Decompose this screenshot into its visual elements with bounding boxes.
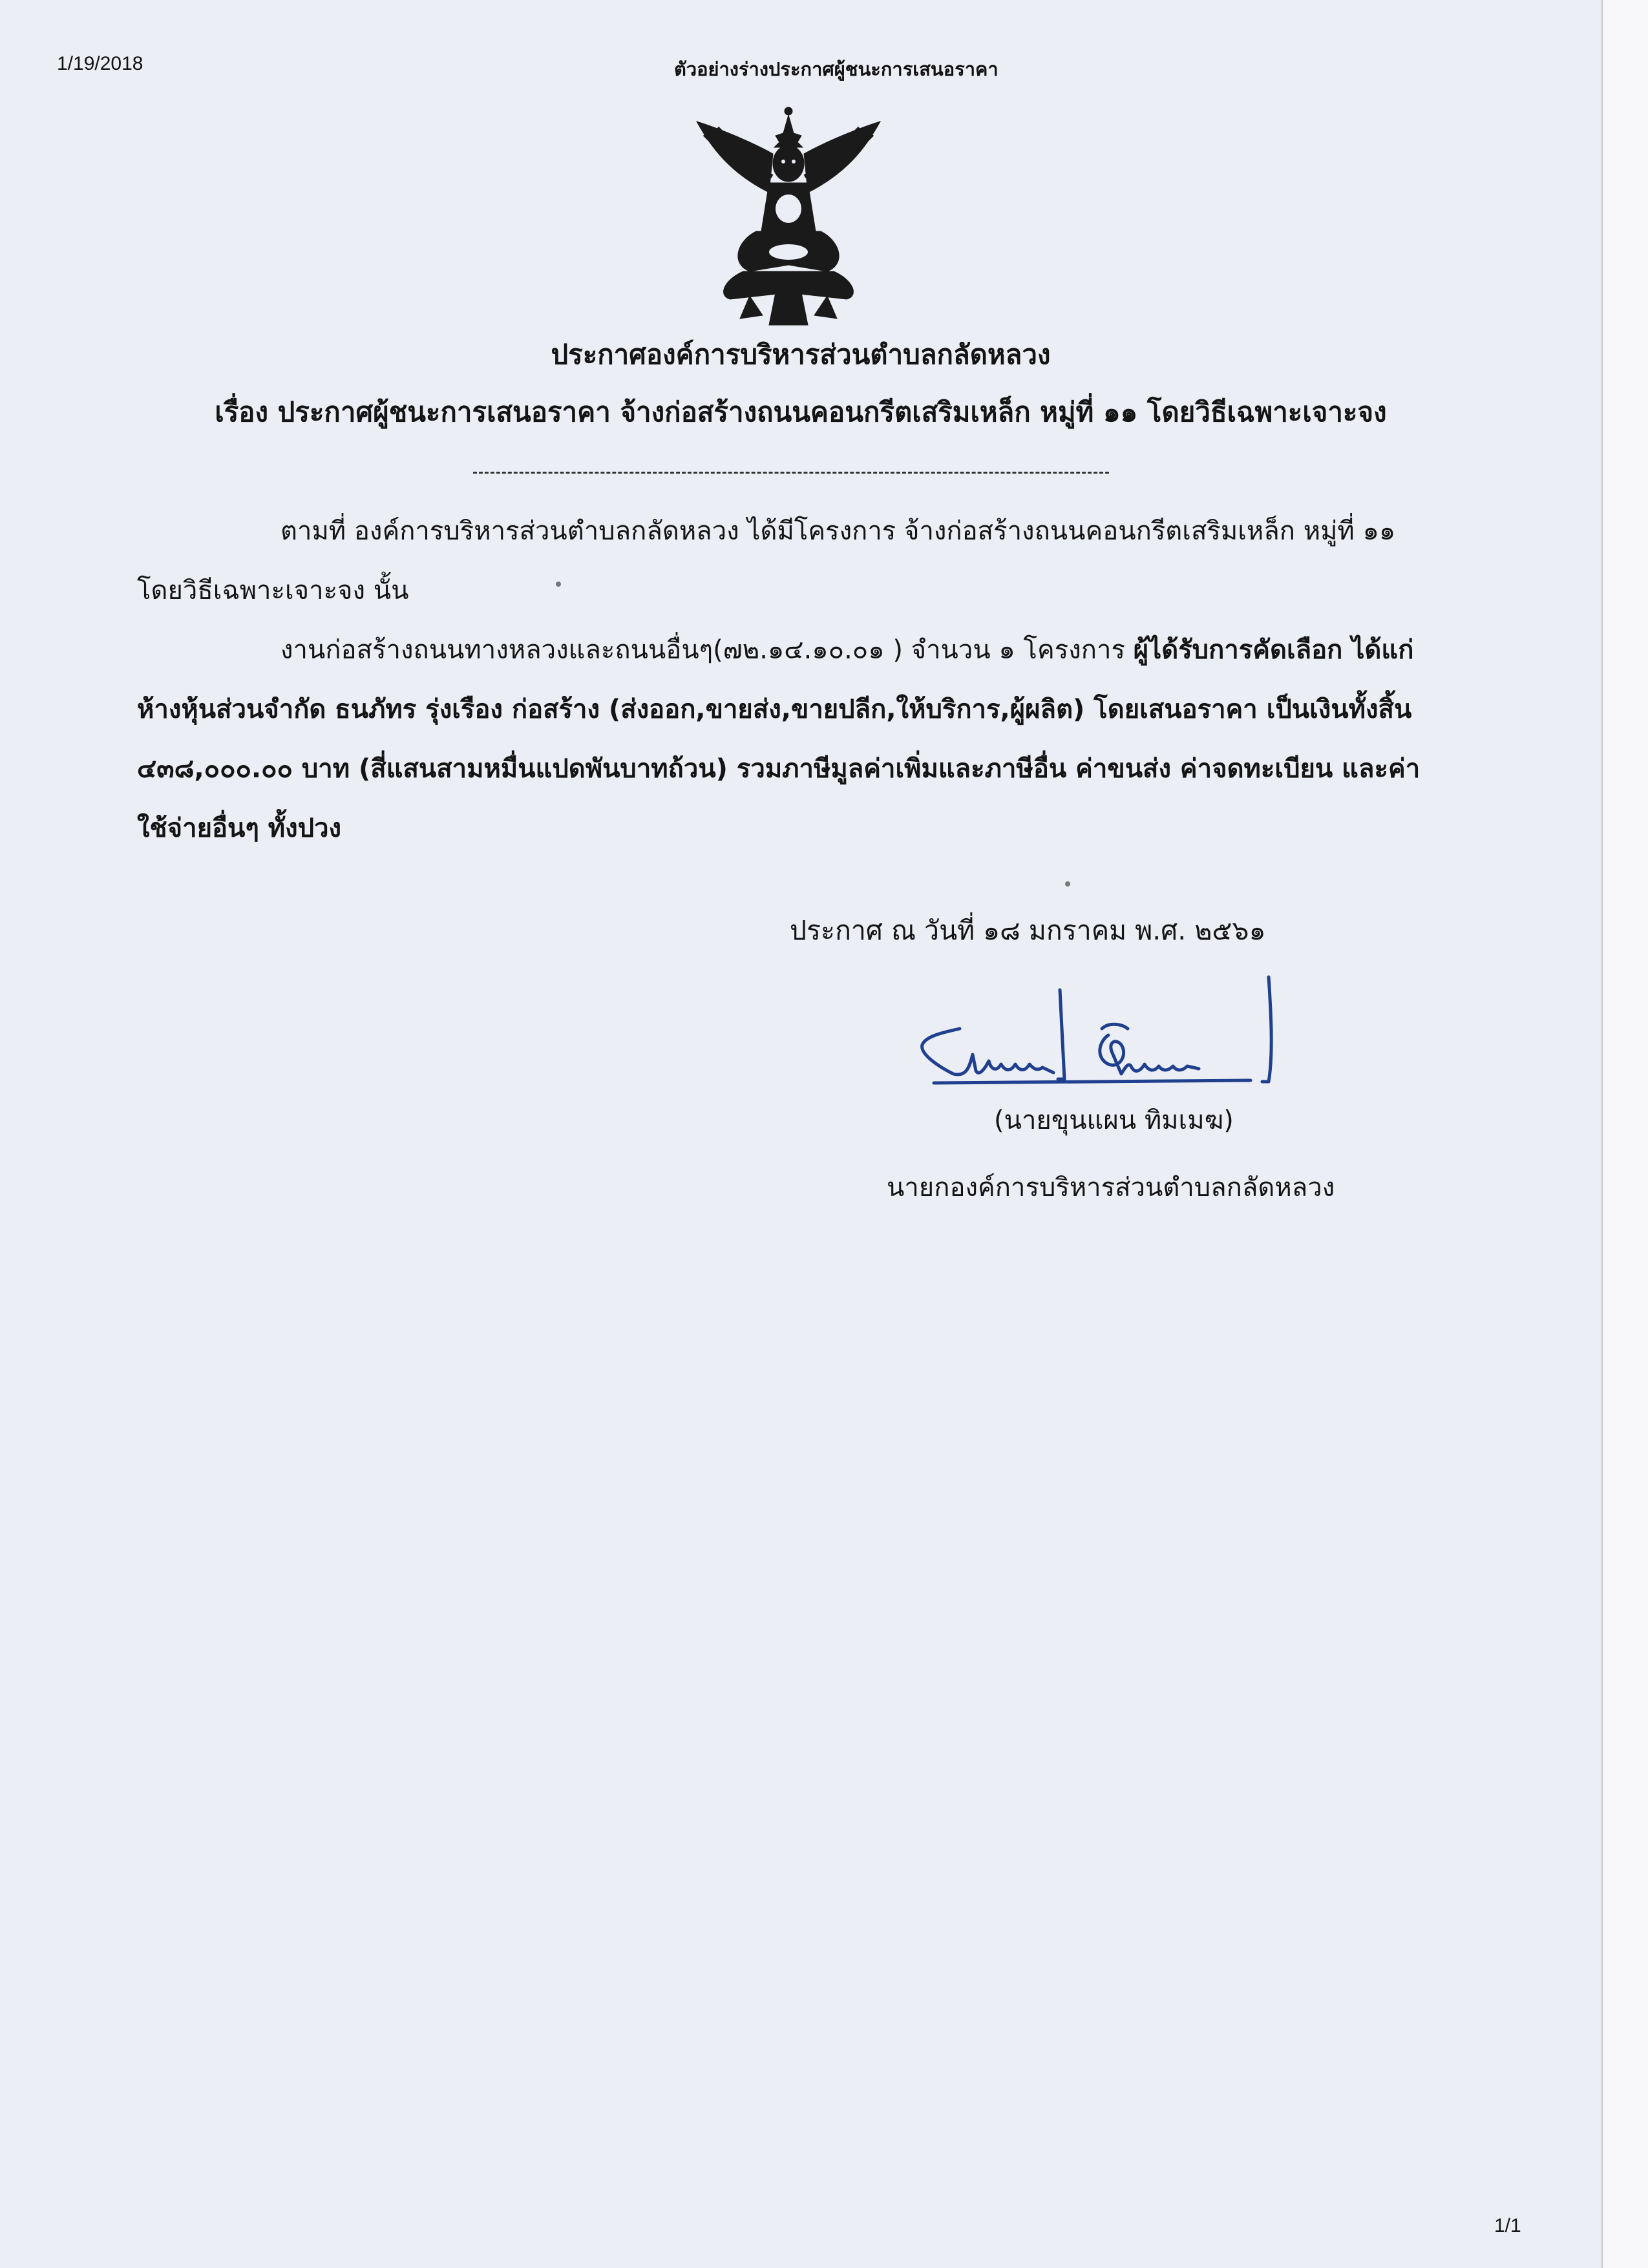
scan-speck bbox=[1065, 881, 1070, 887]
scan-edge bbox=[1601, 0, 1648, 2268]
page-number: 1/1 bbox=[1494, 2215, 1521, 2236]
body-paragraph-1-text: ตามที่ องค์การบริหารส่วนตำบลกลัดหลวง ได้มีโครงการ จ้างก่อสร้างถนนคอนกรีตเสริมเหล็ก หมู่ที่ ๑๑ โดยวิธีเฉพาะเจาะจง นั้น bbox=[137, 516, 1396, 605]
signature-image bbox=[914, 964, 1289, 1100]
announcement-subject: เรื่อง ประกาศผู้ชนะการเสนอราคา จ้างก่อสร้างถนนคอนกรีตเสริมเหล็ก หมู่ที่ ๑๑ โดยวิธีเฉพาะเจาะจง bbox=[215, 396, 1387, 428]
announcement-title: ประกาศองค์การบริหารส่วนตำบลกลัดหลวง bbox=[551, 339, 1051, 370]
body-paragraph-2 bbox=[137, 620, 1430, 858]
body-paragraph-2-lead: งานก่อสร้างถนนทางหลวงและถนนอื่นๆ(๗๒.๑๔.๑๐.๐๑ ) จำนวน ๑ โครงการ bbox=[280, 635, 1134, 665]
print-header-title: ตัวอย่างร่างประกาศผู้ชนะการเสนอราคา bbox=[674, 58, 998, 80]
body-paragraph-2-award: ผู้ได้รับการคัดเลือก ได้แก่ ห้างหุ้นส่วนจำกัด ธนภัทร รุ่งเรือง ก่อสร้าง (ส่งออก,ขายส่ง,ขายปลีก,ให้บริการ,ผู้ผลิต) โดยเสนอราคา เป็นเงินทั้งสิ้น ๔๓๘,๐๐๐.๐๐ บาท (สี่แสนสามหมื่นแปดพันบาทถ้วน) รวมภาษีมูลค่าเพิ่มและภาษีอื่น ค่าขนส่ง ค่าจดทะเบียน และค่าใช้จ่ายอื่นๆ ทั้งปวง bbox=[137, 635, 1421, 843]
signer-name: (นายขุนแผน ทิมเมฆ) bbox=[994, 1106, 1234, 1135]
announcement-date: ประกาศ ณ วันที่ ๑๘ มกราคม พ.ศ. ๒๕๖๑ bbox=[790, 915, 1266, 946]
separator-line bbox=[473, 472, 1109, 474]
scan-speck bbox=[556, 582, 561, 587]
body-paragraph-1 bbox=[137, 501, 1430, 620]
signer-position: นายกองค์การบริหารส่วนตำบลกลัดหลวง bbox=[887, 1173, 1335, 1202]
garuda-emblem-icon bbox=[679, 102, 898, 335]
print-date: 1/19/2018 bbox=[57, 53, 143, 74]
